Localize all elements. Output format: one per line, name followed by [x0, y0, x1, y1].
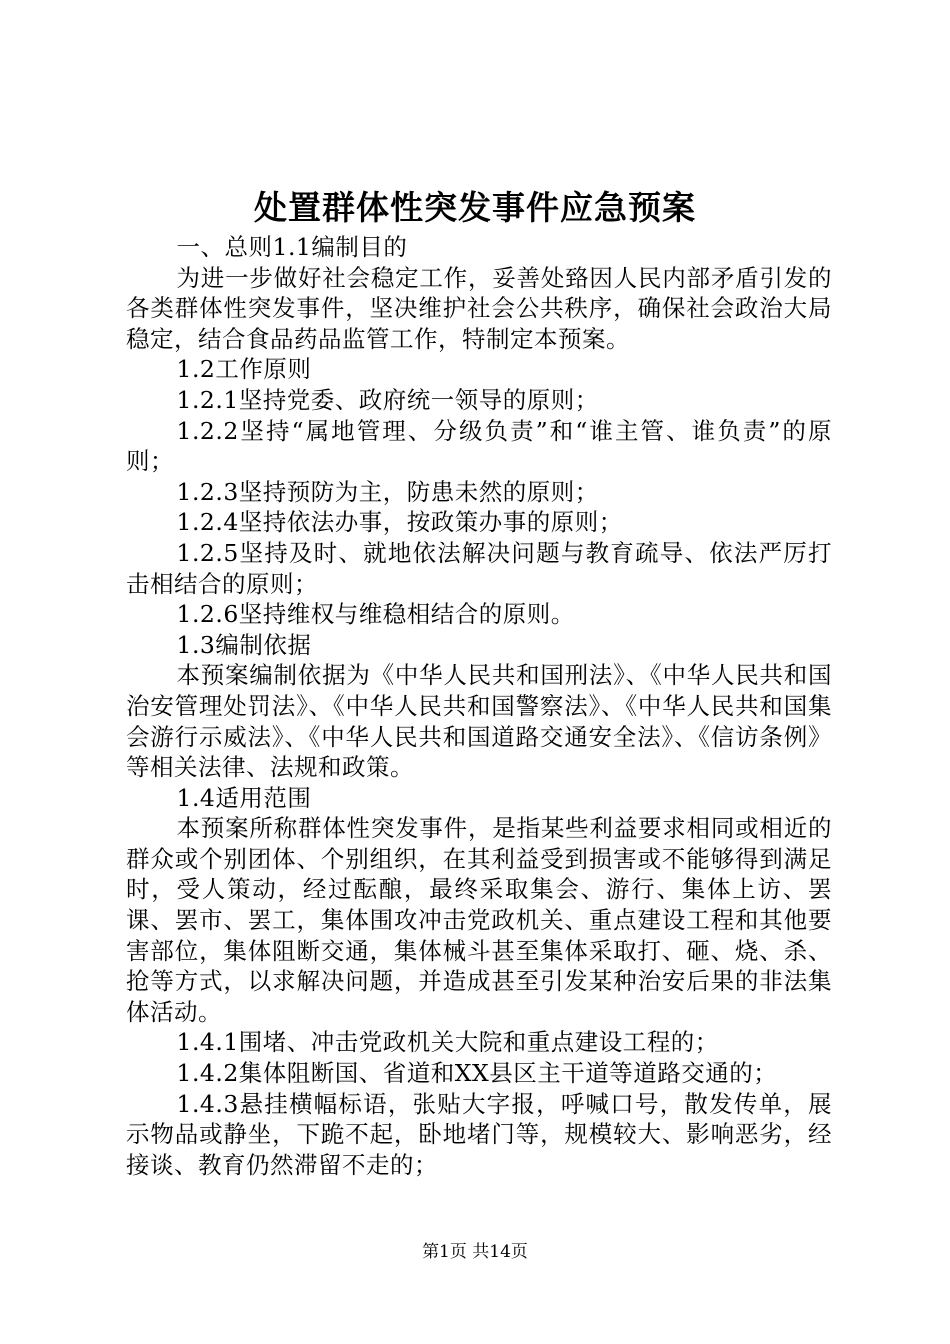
paragraph-scope-item-1: 1.4.1围堵、冲击党政机关大院和重点建设工程的； [176, 1028, 719, 1057]
document-body [126, 232, 832, 1180]
paragraph-purpose: 为进一步做好社会稳定工作，妥善处臵因人民内部矛盾引发的各类群体性突发事件，坚决维护社会公共秩序，确保社会政治大局稳定，结合食品药品监管工作，特制定本预案。 [126, 263, 832, 353]
paragraph-principle-4: 1.2.4坚持依法办事，按政策办事的原则； [176, 508, 623, 537]
paragraph-heading-basis: 1.3编制依据 [176, 630, 312, 659]
paragraph-principle-6: 1.2.6坚持维权与维稳相结合的原则。 [176, 600, 575, 629]
document-title: 处置群体性突发事件应急预案 [254, 188, 696, 227]
paragraph-section-heading: 一、总则1.1编制目的 [176, 233, 408, 261]
paragraph-basis: 本预案编制依据为《中华人民共和国刑法》、《中华人民共和国治安管理处罚法》、《中华人民共和国警察法》、《中华人民共和国集会游行示威法》、《中华人民共和国道路交通安全法》、《信访条例》等相关法律、法规和政策。 [126, 661, 832, 782]
page-number-footer: 第1页 共14页 [422, 1242, 528, 1262]
paragraph-principle-2: 1.2.2坚持“属地管理、分级负责”和“谁主管、谁负责”的原则； [126, 416, 832, 476]
paragraph-scope-item-2: 1.4.2集体阻断国、省道和XX县区主干道等道路交通的； [176, 1059, 778, 1088]
paragraph-heading-scope: 1.4适用范围 [176, 783, 312, 812]
paragraph-principle-1: 1.2.1坚持党委、政府统一领导的原则； [176, 385, 599, 414]
paragraph-scope: 本预案所称群体性突发事件，是指某些利益要求相同或相近的群众或个别团体、个别组织，在其利益受到损害或不能够得到满足时，受人策动，经过酝酿，最终采取集会、游行、集体上访、罢课、罢市、罢工，集体围攻冲击党政机关、重点建设工程和其他要害部位，集体阻断交通，集体械斗甚至集体采取打、砸、烧、杀、抢等方式，以求解决问题，并造成甚至引发某种治安后果的非法集体活动。 [126, 814, 832, 1026]
paragraph-heading-principles: 1.2工作原则 [176, 355, 312, 384]
paragraph-principle-5: 1.2.5坚持及时、就地依法解决问题与教育疏导、依法严厉打击相结合的原则； [126, 538, 832, 598]
paragraph-principle-3: 1.2.3坚持预防为主，防患未然的原则； [176, 477, 599, 506]
paragraph-scope-item-3: 1.4.3悬挂横幅标语，张贴大字报，呼喊口号，散发传单，展示物品或静坐，下跪不起，卧地堵门等，规模较大、影响恶劣，经接谈、教育仍然滞留不走的； [126, 1089, 832, 1179]
